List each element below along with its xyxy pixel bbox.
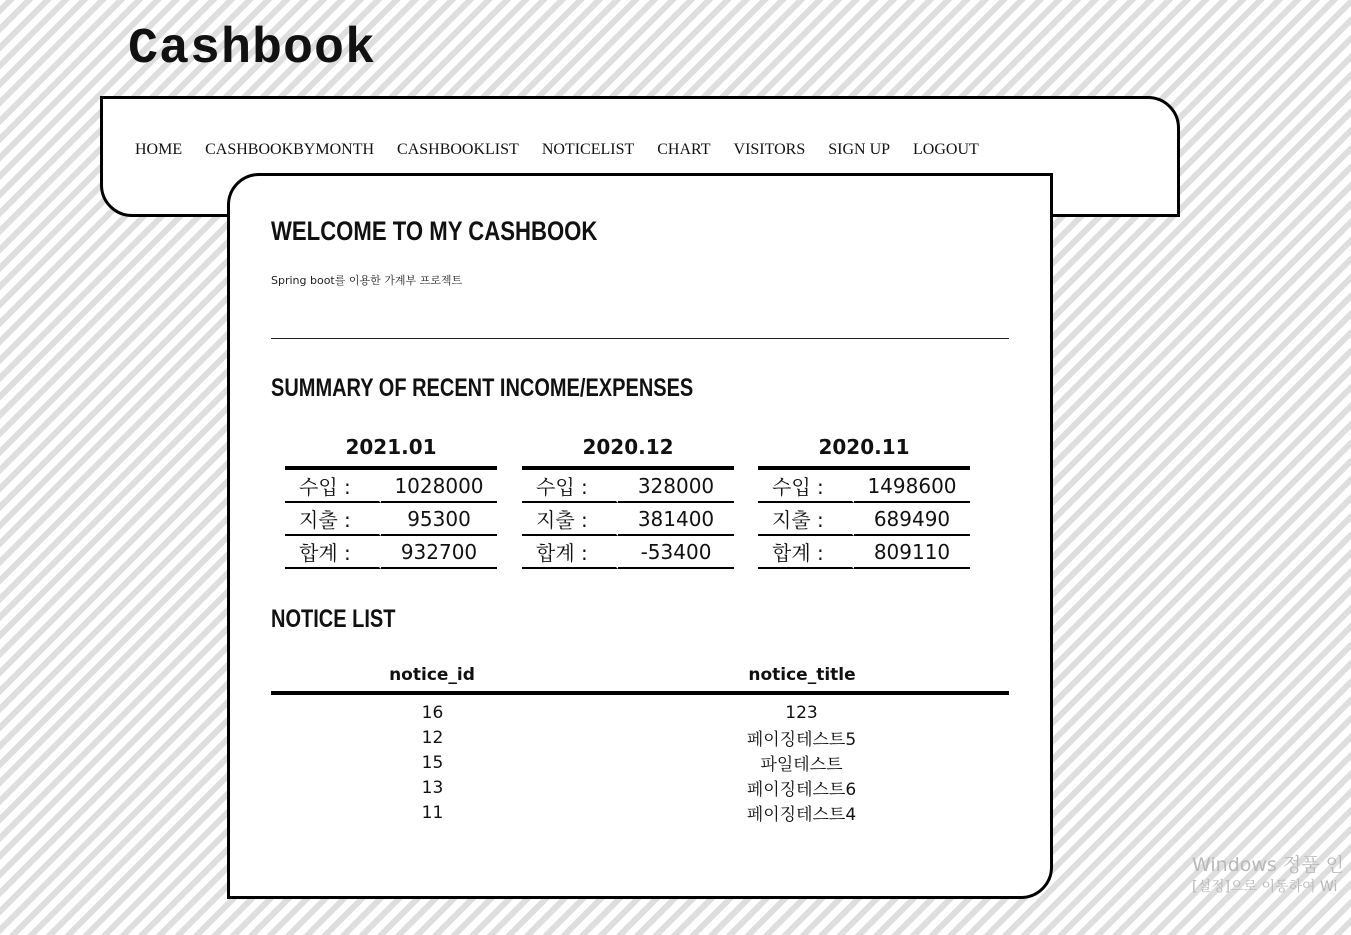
month-summary-table bbox=[285, 466, 497, 569]
nav-visitors-link[interactable]: VISITORS bbox=[733, 141, 806, 158]
month-summary-card bbox=[522, 432, 734, 569]
month-summary-table bbox=[522, 466, 734, 569]
notice-title-link[interactable]: 123 bbox=[785, 702, 818, 723]
table-row bbox=[271, 750, 1009, 775]
income-row bbox=[758, 470, 970, 503]
notice-id-cell: 11 bbox=[421, 802, 444, 823]
table-row bbox=[271, 775, 1009, 800]
welcome-title: WELCOME TO MY CASHBOOK bbox=[271, 216, 598, 246]
notice-title-link[interactable]: 파일테스트 bbox=[760, 755, 843, 775]
income-label: 수입 : bbox=[285, 470, 381, 503]
expense-value: 381400 bbox=[618, 503, 734, 536]
expense-row bbox=[522, 503, 734, 536]
expense-label: 지출 : bbox=[758, 503, 854, 536]
expense-label: 지출 : bbox=[285, 503, 381, 536]
month-title: 2020.11 bbox=[818, 435, 910, 459]
column-header-notice-id: notice_id bbox=[271, 658, 594, 693]
total-label: 합계 : bbox=[285, 536, 381, 569]
month-summary-card bbox=[285, 432, 497, 569]
expense-row bbox=[285, 503, 497, 536]
notice-title-link[interactable]: 페이징테스트6 bbox=[746, 780, 857, 800]
notice-id-cell: 16 bbox=[421, 702, 444, 723]
total-value: 932700 bbox=[381, 536, 497, 569]
nav-noticelist-link[interactable]: NOTICELIST bbox=[541, 141, 635, 158]
nav-signup-link[interactable]: SIGN UP bbox=[828, 141, 891, 158]
total-value: -53400 bbox=[618, 536, 734, 569]
notice-title-link[interactable]: 페이징테스트5 bbox=[746, 730, 857, 750]
total-row bbox=[758, 536, 970, 569]
total-row bbox=[285, 536, 497, 569]
site-title: Cashbook bbox=[128, 21, 377, 78]
watermark-line-1: Windows 정품 인 bbox=[1192, 854, 1344, 876]
notice-list-title: NOTICE LIST bbox=[271, 605, 396, 633]
expense-value: 689490 bbox=[854, 503, 970, 536]
welcome-subtitle: Spring boot를 이용한 가계부 프로젝트 bbox=[271, 274, 463, 287]
income-value: 1028000 bbox=[381, 470, 497, 503]
expense-label: 지출 : bbox=[522, 503, 618, 536]
column-header-notice-title: notice_title bbox=[594, 658, 1009, 693]
income-row bbox=[522, 470, 734, 503]
expense-row bbox=[758, 503, 970, 536]
main-nav bbox=[135, 141, 979, 159]
income-value: 328000 bbox=[618, 470, 734, 503]
total-label: 합계 : bbox=[758, 536, 854, 569]
notice-table-header bbox=[271, 658, 1009, 693]
watermark-line-2: [설정]으로 이동하여 Wi bbox=[1192, 879, 1338, 895]
total-value: 809110 bbox=[854, 536, 970, 569]
total-label: 합계 : bbox=[522, 536, 618, 569]
income-row bbox=[285, 470, 497, 503]
month-summary-table bbox=[758, 466, 970, 569]
total-row bbox=[522, 536, 734, 569]
nav-logout-link[interactable]: LOGOUT bbox=[913, 141, 979, 158]
section-divider bbox=[271, 338, 1009, 339]
notice-id-cell: 15 bbox=[421, 752, 444, 773]
summary-title: SUMMARY OF RECENT INCOME/EXPENSES bbox=[271, 374, 694, 402]
table-row bbox=[271, 800, 1009, 825]
notice-id-cell: 12 bbox=[421, 727, 444, 748]
notice-id-cell: 13 bbox=[421, 777, 444, 798]
nav-cashbooklist-link[interactable]: CASHBOOKLIST bbox=[397, 141, 519, 158]
month-title: 2020.12 bbox=[582, 435, 674, 459]
table-row bbox=[271, 693, 1009, 725]
income-label: 수입 : bbox=[758, 470, 854, 503]
nav-home-link[interactable]: HOME bbox=[135, 141, 183, 158]
nav-chart-link[interactable]: CHART bbox=[657, 141, 711, 158]
windows-activation-watermark bbox=[1192, 853, 1344, 897]
month-title: 2021.01 bbox=[345, 435, 437, 459]
nav-cashbookbymonth-link[interactable]: CASHBOOKBYMONTH bbox=[205, 141, 375, 158]
expense-value: 95300 bbox=[381, 503, 497, 536]
month-summary-card bbox=[758, 432, 970, 569]
table-row bbox=[271, 725, 1009, 750]
notice-title-link[interactable]: 페이징테스트4 bbox=[746, 805, 857, 825]
income-value: 1498600 bbox=[854, 470, 970, 503]
notice-table bbox=[271, 658, 1009, 825]
income-label: 수입 : bbox=[522, 470, 618, 503]
